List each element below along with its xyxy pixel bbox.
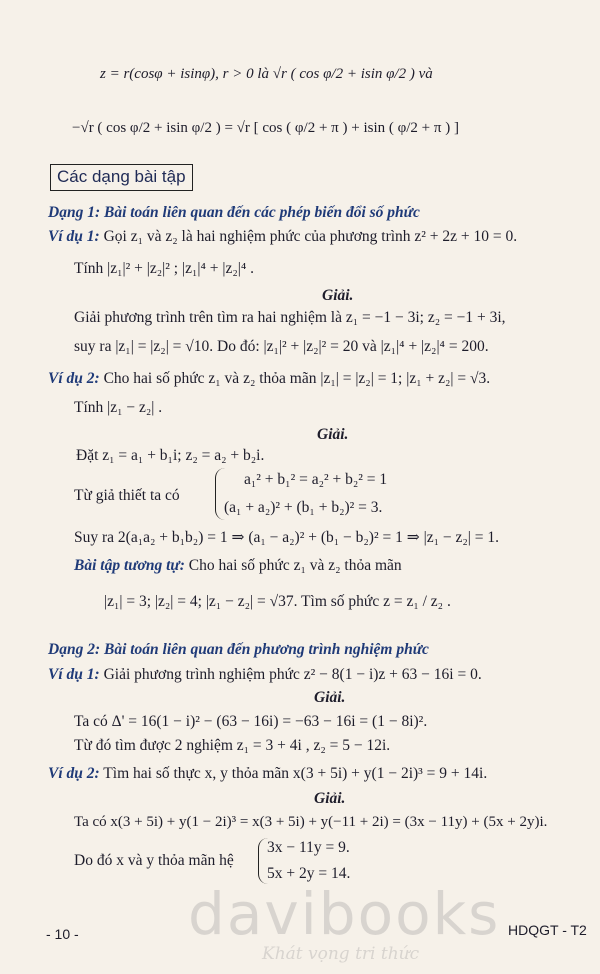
- system-1-eq-1: a₁² + b₁² = a₂² + b₂² = 1: [244, 471, 388, 488]
- example-1-text: Gọi z₁ và z₂ là hai nghiệm phức của phương trình z² + 2z + 10 = 0.: [103, 228, 518, 245]
- solution-label-2: Giải.: [317, 426, 349, 443]
- exercise-label: Bài tập tương tự:: [74, 557, 185, 574]
- section-heading: Các dạng bài tập: [50, 164, 193, 191]
- solution-2-c: Suy ra 2(a₁a₂ + b₁b₂) = 1 ⇒ (a₁ − a₂)² + (b₁ − b₂)² = 1 ⇒ |z₁ − z₂| = 1.: [74, 529, 499, 546]
- solution-1-b: suy ra |z₁| = |z₂| = √10. Do đó: |z₁|² + |z₂|² = 20 và |z₁|⁴ + |z₂|⁴ = 200.: [74, 338, 489, 355]
- watermark-logo: davibooks: [188, 880, 501, 948]
- example-3-label: Ví dụ 1:: [48, 666, 100, 683]
- system-1-eq-2: (a₁ + a₂)² + (b₁ + b₂)² = 3.: [224, 499, 383, 516]
- watermark-tagline: Khát vọng tri thức: [262, 944, 420, 964]
- example-2-label: Ví dụ 2:: [48, 370, 100, 387]
- solution-4-a: Ta có x(3 + 5i) + y(1 − 2i)³ = x(3 + 5i) + y(−11 + 2i) = (3x − 11y) + (5x + 2y)i.: [74, 814, 548, 830]
- solution-2-b: Từ giả thiết ta có: [74, 487, 180, 504]
- example-4-label: Ví dụ 2:: [48, 765, 100, 782]
- formula-line-1: z = r(cosφ + isinφ), r > 0 là √r ( cos φ/2 + isin φ/2 ) và: [100, 66, 433, 82]
- system-2-eq-1: 3x − 11y = 9.: [267, 839, 350, 856]
- example-4-text: Tìm hai số thực x, y thỏa mãn x(3 + 5i) + y(1 − 2i)³ = 9 + 14i.: [103, 765, 488, 782]
- solution-3-b: Từ đó tìm được 2 nghiệm z₁ = 3 + 4i , z₂ = 5 − 12i.: [74, 737, 391, 754]
- exercise-condition: |z₁| = 3; |z₂| = 4; |z₁ − z₂| = √37. Tìm số phức z = z₁ / z₂ .: [104, 593, 451, 610]
- solution-3-a: Ta có Δ' = 16(1 − i)² − (63 − 16i) = −63 − 16i = (1 − 8i)².: [74, 713, 428, 730]
- example-4: [48, 764, 487, 784]
- solution-1-a: Giải phương trình trên tìm ra hai nghiệm là z₁ = −1 − 3i; z₂ = −1 + 3i,: [74, 309, 506, 326]
- exercise-text: Cho hai số phức z₁ và z₂ thỏa mãn: [188, 557, 402, 574]
- system-2-eq-2: 5x + 2y = 14.: [267, 865, 351, 882]
- example-2: [48, 369, 490, 389]
- type-2-heading: Dạng 2: Bài toán liên quan đến phương trình nghiệm phức: [48, 641, 429, 658]
- solution-label-4: Giải.: [314, 790, 346, 807]
- type-1-heading: Dạng 1: Bài toán liên quan đến các phép biến đổi số phức: [48, 204, 420, 221]
- solution-label-1: Giải.: [322, 287, 354, 304]
- formula-line-2: −√r ( cos φ/2 + isin φ/2 ) = √r [ cos ( φ/2 + π ) + isin ( φ/2 + π ) ]: [72, 120, 459, 136]
- exercise: [74, 556, 402, 576]
- example-1: [48, 227, 517, 247]
- page-number: - 10 -: [46, 926, 79, 942]
- example-2-ask: Tính |z₁ − z₂| .: [74, 399, 163, 416]
- example-1-ask: Tính |z₁|² + |z₂|² ; |z₁|⁴ + |z₂|⁴ .: [74, 260, 254, 277]
- solution-2-a: Đặt z₁ = a₁ + b₁i; z₂ = a₂ + b₂i.: [76, 447, 265, 464]
- example-3: [48, 665, 482, 685]
- example-1-label: Ví dụ 1:: [48, 228, 100, 245]
- example-3-text: Giải phương trình nghiệm phức z² − 8(1 − i)z + 63 − 16i = 0.: [103, 666, 482, 683]
- book-code: HDQGT - T2: [508, 922, 587, 938]
- solution-4-b: Do đó x và y thỏa mãn hệ: [74, 852, 234, 869]
- solution-label-3: Giải.: [314, 689, 346, 706]
- example-2-text: Cho hai số phức z₁ và z₂ thỏa mãn |z₁| = |z₂| = 1; |z₁ + z₂| = √3.: [103, 370, 491, 387]
